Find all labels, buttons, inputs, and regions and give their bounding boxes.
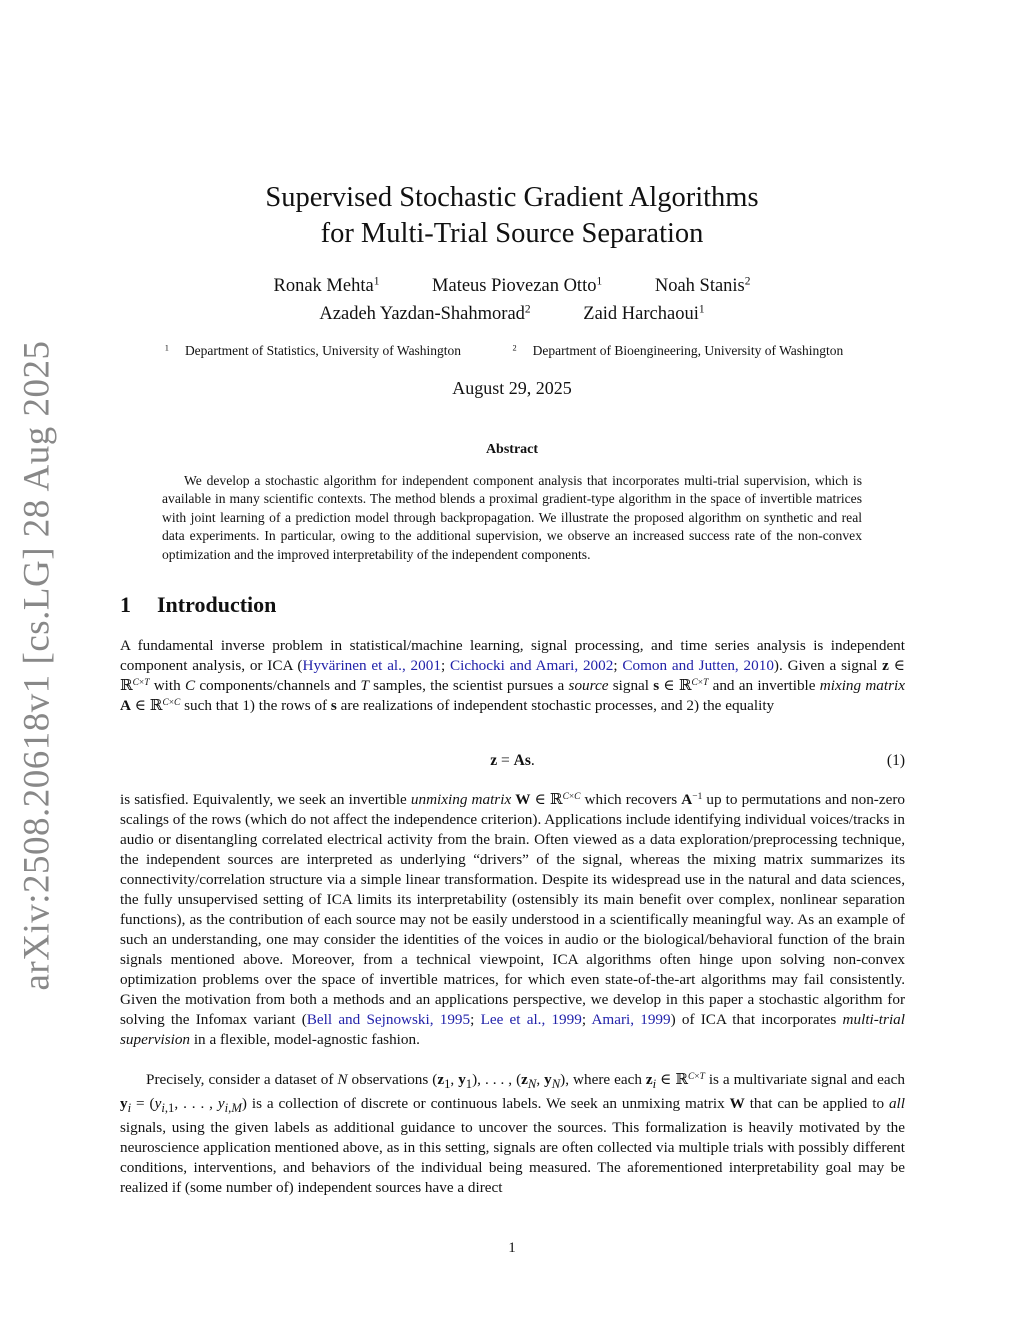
author-row-2 — [0, 300, 1024, 328]
author-row-1 — [0, 272, 1024, 300]
section-number: 1 — [120, 592, 131, 617]
page-number: 1 — [508, 1240, 516, 1256]
author: Mateus Piovezan Otto$^1$ — [432, 275, 603, 296]
abstract-heading: Abstract — [485, 442, 539, 457]
paper-title — [0, 180, 1024, 252]
publication-date: August 29, 2025 — [452, 378, 572, 398]
author: Azadeh Yazdan-Shahmorad$^2$ — [319, 303, 531, 324]
equation-number: (1) — [886, 752, 905, 769]
author: Ronak Mehta$^1$ — [273, 275, 380, 296]
equation-expression: z = As. — [490, 752, 535, 769]
affiliation: $^1$ Department of Statistics, University of Washington — [164, 343, 462, 358]
section-heading — [120, 592, 276, 618]
paragraph-3: Precisely, consider a dataset of N observations ($z_1$, $y_1$), . . . , ($z_N$, $y_N$), where each $z_i$ ∈ ℝ$^{C\times T}$ is a multivariate signal and each $y_i = (y_{i,1}$, . . . , $y_{i,M}$) is a collection of discrete or continuous labels. We seek an unmixing matrix W that can be applied to all signals, using the given labels as additional guidance to uncover the sources. This formalization is heavily motivated by the neuroscience application mentioned above, as in this setting, signals are often collected via multiple trials with possibly different conditions, interventions, and behaviors of the individual being measured. The aforementioned interpretability goal may be realized if (some number of) independent sources have a direct — [120, 1071, 906, 1197]
equation-1 — [120, 752, 905, 774]
abstract-text: We develop a stochastic algorithm for independent component analysis that incorporates multi-trial supervision, which is available in many scientific contexts. The method blends a proximal gradient-type algorithm in the space of invertible matrices with joint learning of a prediction model through backpropagation. We illustrate the proposed algorithm on synthetic and real data experiments. In particular, owing to the additional supervision, we observe an increased success rate of the non-convex optimization and the improved interpretability of the independent components. — [162, 473, 862, 562]
citation-link[interactable]: Lee et al., 1999 — [480, 1011, 582, 1028]
citation-link[interactable]: Comon and Jutten, 2010 — [622, 657, 774, 674]
citation-link[interactable]: Hyvärinen et al., 2001 — [302, 657, 441, 674]
section-title: Introduction — [157, 592, 277, 617]
paragraph-2: is satisfied. Equivalently, we seek an invertible unmixing matrix W ∈ ℝ$^{C\times C}$ which recovers $A^{-1}$ up to permutations and non-zero scalings of the rows (which do not affect the independence criterion). Applications include identifying individual voices/tracks in audio or disentangling correlated electrical activity from the brain. Often viewed as a data exploration/preprocessing technique, the independent sources are interpreted as underlying “drivers” of the signal, whereas the mixing matrix summarizes its connectivity/correlation structure via a simple linear transformation. Despite its widespread use in the natural and data sciences, the fully unsupervised setting of ICA limits its interpretability (ostensibly its main benefit over complex, nonlinear separation functions), as the contribution of each source may not be easily understood in a scientifically meaningful way. As an example of such an understanding, one may consider the identities of the voices in audio or the biological/behavioral function of the brain signals mentioned above. Moreover, from a technical viewpoint, ICA algorithms often hinge upon solving non-convex optimization problems over the space of invertible matrices, for which even state-of-the-art algorithms may fail consistently. Given the motivation from both a methods and an applications perspective, we develop in this paper a stochastic algorithm for solving the Infomax variant (Bell and Sejnowski, 1995; Lee et al., 1999; Amari, 1999) of ICA that incorporates multi-trial supervision in a flexible, model-agnostic fashion. — [120, 791, 905, 1048]
arxiv-sidebar-stamp — [12, 340, 62, 990]
title-line-1: Supervised Stochastic Gradient Algorithms — [265, 182, 759, 213]
citation-link[interactable]: Bell and Sejnowski, 1995 — [306, 1011, 471, 1028]
paragraph-1: A fundamental inverse problem in statistical/machine learning, signal processing, and time series analysis is independent component analysis, or ICA (Hyvärinen et al., 2001; Cichocki and Amari, 2002; Comon and Jutten, 2010). Given a signal z ∈ ℝ$^{C\times T}$ with C components/channels and T samples, the scientist pursues a source signal s ∈ ℝ$^{C\times T}$ and an invertible mixing matrix A ∈ ℝ$^{C\times C}$ such that 1) the rows of s are realizations of independent stochastic processes, and 2) the equality — [120, 637, 905, 714]
affiliation: $^2$ Department of Bioengineering, University of Washington — [512, 343, 844, 358]
arxiv-identifier: arXiv:2508.20618v1 [cs.LG] 28 Aug 2025 — [16, 340, 58, 990]
citation-link[interactable]: Cichocki and Amari, 2002 — [449, 657, 614, 674]
author: Zaid Harchaoui$^1$ — [583, 303, 705, 324]
title-line-2: for Multi-Trial Source Separation — [320, 218, 704, 249]
affiliations — [0, 343, 1024, 359]
author-list — [0, 272, 1024, 328]
citation-link[interactable]: Amari, 1999 — [591, 1011, 671, 1028]
author: Noah Stanis$^2$ — [654, 275, 751, 296]
